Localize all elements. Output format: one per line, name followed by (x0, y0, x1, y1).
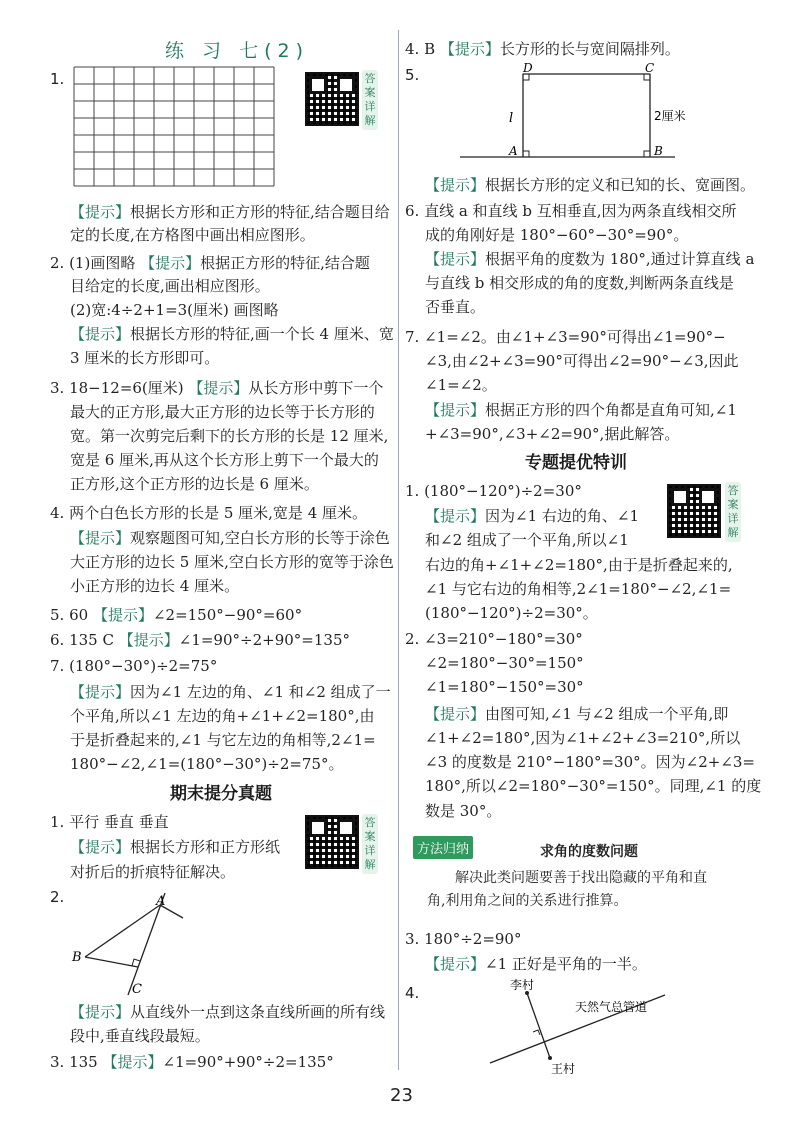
q4-line3: 大正方形的边长 5 厘米,空白长方形的宽等于涂色 (70, 553, 394, 571)
answer-detail-badge: 答 案 详 解 (362, 70, 378, 130)
f1-line1: 1. 平行 垂直 垂直 (50, 813, 169, 831)
s2-line5: ∠1+∠2=180°,因为∠1+∠2+∠3=210°,所以 (425, 729, 741, 747)
q2-line2: 目给定的长度,画出相应图形。 (70, 277, 270, 295)
method-badge: 方法归纳 (413, 836, 473, 859)
s2-line2: ∠2=180°−30°=150° (425, 654, 584, 672)
special-training-title: 专题提优特训 (525, 453, 627, 473)
q7-line4: 于是折叠起来的,∠1 与它左边的角相等,2∠1= (70, 731, 376, 749)
r6-line2: 成的角刚好是 180°−60°−30°=90°。 (425, 226, 689, 244)
label-l: l (509, 111, 514, 126)
r7-line3: ∠1=∠2。 (425, 376, 497, 394)
f1-line3: 对折后的折痕特征解决。 (70, 863, 236, 881)
page-number: 23 (390, 1085, 413, 1106)
final-exam-title: 期末提分真题 (170, 784, 272, 804)
q5: 5. 60 【提示】∠2=150°−90°=60° (50, 606, 303, 624)
label-b: B (654, 144, 663, 158)
qr-code-icon[interactable] (305, 72, 359, 126)
r6-line3: 【提示】根据平角的度数为 180°,通过计算直线 a (425, 250, 755, 268)
q7-line2: 【提示】因为∠1 左边的角、∠1 和∠2 组成了一 (70, 683, 391, 701)
q7-line1: 7. (180°−30°)÷2=75° (50, 657, 218, 675)
label-c: C (132, 982, 142, 997)
qr-code-icon[interactable] (667, 484, 721, 538)
s4-number: 4. (405, 984, 420, 1002)
s1-line1: 1. (180°−120°)÷2=30° (405, 482, 582, 500)
s2-line3: ∠1=180°−150°=30° (425, 678, 584, 696)
s3-line1: 3. 180°÷2=90° (405, 930, 522, 948)
answer-detail-badge: 答 案 详 解 (362, 814, 378, 874)
q1-number: 1. (50, 70, 65, 88)
grid-paper (72, 65, 302, 190)
r4: 4. B 【提示】长方形的长与宽间隔排列。 (405, 40, 680, 58)
s3-line2: 【提示】∠1 正好是平角的一半。 (425, 955, 647, 973)
answer-detail-badge: 答 案 详 解 (725, 482, 741, 542)
method-text-line2: 角,利用角之间的关系进行推算。 (427, 893, 628, 909)
q3-line4: 宽是 6 厘米,再从这个长方形上剪下一个最大的 (70, 451, 379, 469)
method-title: 求角的度数问题 (540, 844, 638, 860)
f2-tip-line1: 【提示】从直线外一点到这条直线所画的所有线 (70, 1003, 386, 1021)
qr-code-icon[interactable] (305, 815, 359, 869)
s1-line5: ∠1 与它右边的角相等,2∠1=180°−∠2,∠1= (425, 580, 732, 598)
q3-line2: 最大的正方形,最大正方形的边长等于长方形的 (70, 403, 375, 421)
q3-line5: 正方形,这个正方形的边长是 6 厘米。 (70, 475, 319, 493)
r6-line4: 与直线 b 相交形成的角的度数,判断两条直线是 (425, 274, 734, 292)
q4-line1: 4. 两个白色长方形的长是 5 厘米,宽是 4 厘米。 (50, 504, 368, 522)
q4-line2: 【提示】观察题图可知,空白长方形的长等于涂色 (70, 529, 390, 547)
s2-line4: 【提示】由图可知,∠1 与∠2 组成一个平角,即 (425, 705, 729, 723)
s1-line6: (180°−120°)÷2=30°。 (425, 604, 598, 622)
label-c: C (645, 62, 655, 75)
q7-line3: 个平角,所以∠1 左边的角+∠1+∠2=180°,由 (70, 707, 375, 725)
q1-tip-line2: 定的长度,在方格图中画出相应图形。 (70, 226, 315, 244)
r7-line2: ∠3,由∠2+∠3=90°可得出∠2=90°−∠3,因此 (425, 352, 739, 370)
q3-line1: 3. 18−12=6(厘米) 【提示】从长方形中剪下一个 (50, 379, 384, 397)
q6: 6. 135 C 【提示】∠1=90°÷2+90°=135° (50, 631, 350, 649)
rectangle-diagram (455, 62, 745, 172)
column-divider (398, 30, 399, 1070)
label-gas-pipe: 天然气总管道 (575, 1000, 648, 1014)
s1-line2: 【提示】因为∠1 右边的角、∠1 (425, 507, 640, 525)
r6-line5: 否垂直。 (425, 298, 486, 316)
q2-line5: 3 厘米的长方形即可。 (70, 349, 220, 367)
r7-line4: 【提示】根据正方形的四个角都是直角可知,∠1 (425, 401, 737, 419)
q2-line1: 2. (1)画图略 【提示】根据正方形的特征,结合题 (50, 254, 370, 272)
method-text-line1: 解决此类问题要善于找出隐藏的平角和直 (455, 870, 707, 886)
q7-line5: 180°−∠2,∠1=(180°−30°)÷2=75°。 (70, 755, 344, 773)
r6-line1: 6. 直线 a 和直线 b 互相垂直,因为两条直线相交所 (405, 202, 737, 220)
section-title: 练 习 七(2) (165, 40, 309, 62)
s2-line6: ∠3 的度数是 210°−180°=30°。因为∠2+∠3= (425, 753, 755, 771)
r5-number: 5. (405, 66, 420, 84)
label-b: B (72, 950, 82, 965)
label-a: A (156, 894, 166, 909)
q4-line4: 小正方形的边长 4 厘米。 (70, 577, 240, 595)
label-2cm: 2厘米 (654, 109, 686, 123)
q1-tip-line1: 【提示】根据长方形和正方形的特征,结合题目给 (70, 203, 390, 221)
label-li-village: 李村 (510, 978, 535, 992)
s2-line1: 2. ∠3=210°−180°=30° (405, 630, 583, 648)
q2-line4: 【提示】根据长方形的特征,画一个长 4 厘米、宽 (70, 325, 394, 343)
s2-line7: 180°,所以∠2=180°−30°=150°。同理,∠1 的度 (425, 777, 762, 795)
perpendicular-diagram (70, 885, 230, 1000)
village-pipe-diagram (475, 975, 745, 1075)
f2-number: 2. (50, 888, 65, 906)
r5-tip: 【提示】根据长方形的定义和已知的长、宽画图。 (425, 176, 756, 194)
r7-line5: +∠3=90°,∠3+∠2=90°,据此解答。 (425, 425, 680, 443)
f2-tip-line2: 段中,垂直线段最短。 (70, 1027, 210, 1045)
s1-line4: 右边的角+∠1+∠2=180°,由于是折叠起来的, (425, 556, 733, 574)
label-wang-village: 王村 (551, 1062, 576, 1075)
q2-line3: (2)宽:4÷2+1=3(厘米) 画图略 (70, 301, 279, 319)
q3-line3: 宽。第一次剪完后剩下的长方形的长是 12 厘米, (70, 427, 389, 445)
f1-line2: 【提示】根据长方形和正方形纸 (70, 838, 281, 856)
s2-line8: 数是 30°。 (425, 802, 502, 820)
label-d: D (523, 62, 533, 75)
s1-line3: 和∠2 组成了一个平角,所以∠1 (425, 531, 629, 549)
f3: 3. 135 【提示】∠1=90°+90°÷2=135° (50, 1053, 334, 1071)
r7-line1: 7. ∠1=∠2。由∠1+∠3=90°可得出∠1=90°− (405, 328, 726, 346)
label-a: A (509, 144, 518, 158)
